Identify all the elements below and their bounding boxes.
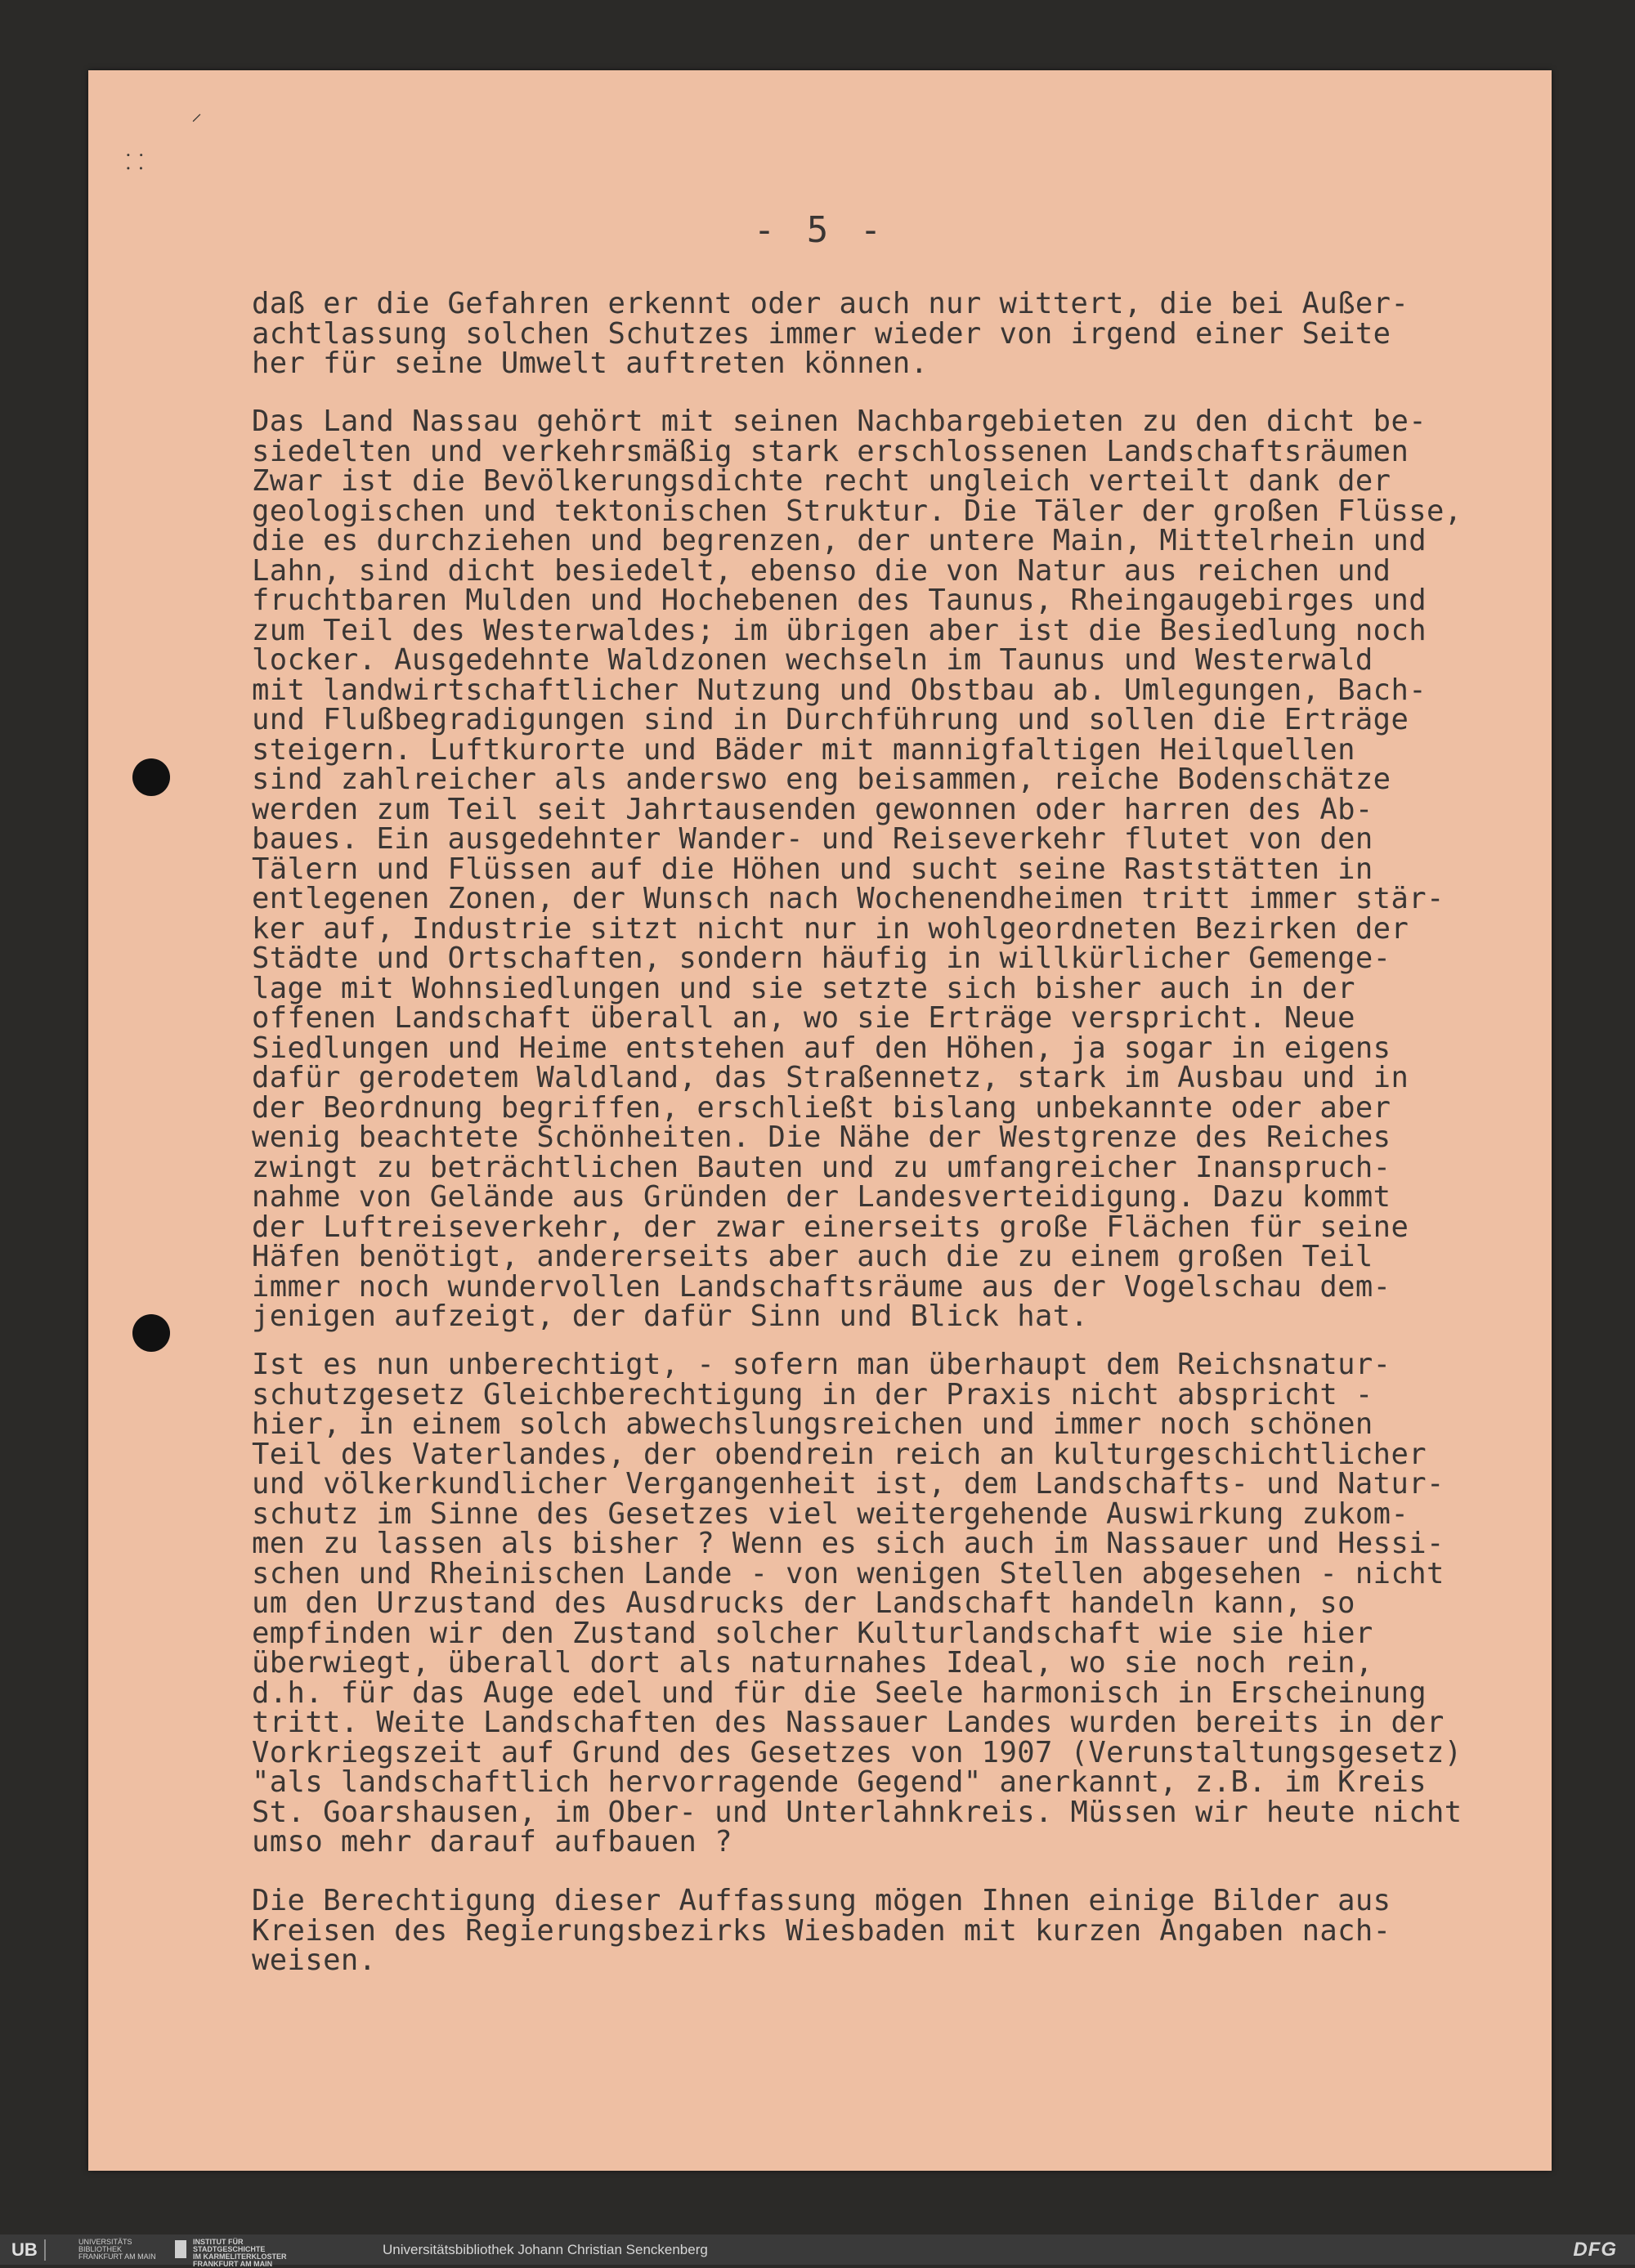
dfg-logo: DFG bbox=[1573, 2239, 1617, 2261]
paragraph-1: daß er die Gefahren erkennt oder auch nur wittert, die bei Außer- achtlassung solchen Schutzes immer wieder von irgend einer Seite her für seine Umwelt auftreten können. bbox=[252, 287, 1409, 380]
page-number: - 5 - bbox=[753, 209, 887, 251]
institute-logo-icon bbox=[175, 2240, 186, 2258]
punch-hole bbox=[132, 758, 170, 796]
ub-name: UNIVERSITÄTS BIBLIOTHEK FRANKFURT AM MAIN bbox=[78, 2238, 156, 2261]
paragraph-2: Das Land Nassau gehört mit seinen Nachbargebieten zu den dicht be- siedelten und verkehrsmäßig stark erschlossenen Landschaftsräumen Zwar ist die Bevölkerungsdichte recht ungleich verteilt dank der geologischen und tektonischen Struktur. Die Täler der großen Flüsse, die es durchziehen und begrenzen, der untere Main, Mittelrhein und Lahn, sind dicht besiedelt, ebenso die von Natur aus reichen und fruchtbaren Mulden und Hochebenen des Taunus, Rheingaugebirges und zum Teil des Westerwaldes; im übrigen aber ist die Besiedlung noch locker. Ausgedehnte Waldzonen wechseln im Taunus und Westerwald mit landwirtschaftlicher Nutzung und Obstbau ab. Umlegungen, Bach- und Flußbegradigungen sind in Durchführung und sollen die Erträge steigern. Luftkurorte und Bäder mit mannigfaltigen Heilquellen sind zahlreicher als anderswo eng beisammen, reiche Bodenschätze werden zum Teil seit Jahrtausenden gewonnen oder harren des Ab- baues. Ein ausgedehnter Wander- und Reiseverkehr flutet von den Tälern und Flüssen auf die Höhen und sucht seine Raststätten in entlegenen Zonen, der Wunsch nach Wochenendheimen tritt immer stär- ker auf, Industrie sitzt nicht nur in wohlgeordneten Bezirken der Städte und Ortschaften, sondern häufig in willkürlicher Gemenge- lage mit Wohnsiedlungen und sie setzte sich bisher auch in der offenen Landschaft überall an, wo sie Erträge verspricht. Neue Siedlungen und Heime entstehen auf den Höhen, ja sogar in eigens dafür gerodetem Waldland, das Straßennetz, stark im Ausbau und in der Beordnung begriffen, erschließt bislang unbekannte oder aber wenig beachtete Schönheiten. Die Nähe der Westgrenze des Reiches zwingt zu beträchtlichen Bauten und zu umfangreicher Inanspruch- nahme von Gelände aus Gründen der Landesverteidigung. Dazu kommt der Luftreiseverkehr, der zwar einerseits große Flächen für seine Häfen benötigt, andererseits aber auch die zu einem großen Teil immer noch wundervollen Landschaftsräume aus der Vogelschau dem- jenigen aufzeigt, der dafür Sinn und Blick hat. bbox=[252, 405, 1463, 1333]
institute-name: INSTITUT FÜR STADTGESCHICHTE IM KARMELITERKLOSTER FRANKFURT AM MAIN bbox=[193, 2238, 287, 2268]
document-page bbox=[88, 70, 1552, 2171]
staple-mark: ⸬ bbox=[126, 150, 144, 175]
footer-bar bbox=[0, 2234, 1635, 2268]
punch-hole bbox=[132, 1314, 170, 1352]
library-name: Universitätsbibliothek Johann Christian Senckenberg bbox=[383, 2242, 708, 2257]
staple-mark: ⸝ bbox=[191, 101, 203, 126]
paragraph-3: Ist es nun unberechtigt, - sofern man überhaupt dem Reichsnatur- schutzgesetz Gleichberechtigung in der Praxis nicht abspricht - hier, in einem solch abwechslungsreichen und immer noch schönen Teil des Vaterlandes, der obendrein reich an kulturgeschichtlicher und völkerkundlicher Vergangenheit ist, dem Landschafts- und Natur- schutz im Sinne des Gesetzes viel weitergehende Auswirkung zukom- men zu lassen als bisher ? Wenn es sich auch im Nassauer und Hessi- schen und Rheinischen Lande - von wenigen Stellen abgesehen - nicht um den Urzustand des Ausdrucks der Landschaft handeln kann, so empfinden wir den Zustand solcher Kulturlandschaft wie sie hier überwiegt, überall dort als naturnahes Ideal, wo sie noch rein, d.h. für das Auge edel und für die Seele harmonisch in Erscheinung tritt. Weite Landschaften des Nassauer Landes wurden bereits in der Vorkriegszeit auf Grund des Gesetzes von 1907 (Verunstaltungsgesetz) "als landschaftlich hervorragende Gegend" anerkannt, z.B. im Kreis St. Goarshausen, im Ober- und Unterlahnkreis. Müssen wir heute nicht umso mehr darauf aufbauen ? bbox=[252, 1348, 1463, 1859]
paragraph-4: Die Berechtigung dieser Auffassung mögen Ihnen einige Bilder aus Kreisen des Regierungsbezirks Wiesbaden mit kurzen Angaben nach- weisen. bbox=[252, 1884, 1391, 1977]
ub-logo: UB bbox=[11, 2239, 46, 2261]
